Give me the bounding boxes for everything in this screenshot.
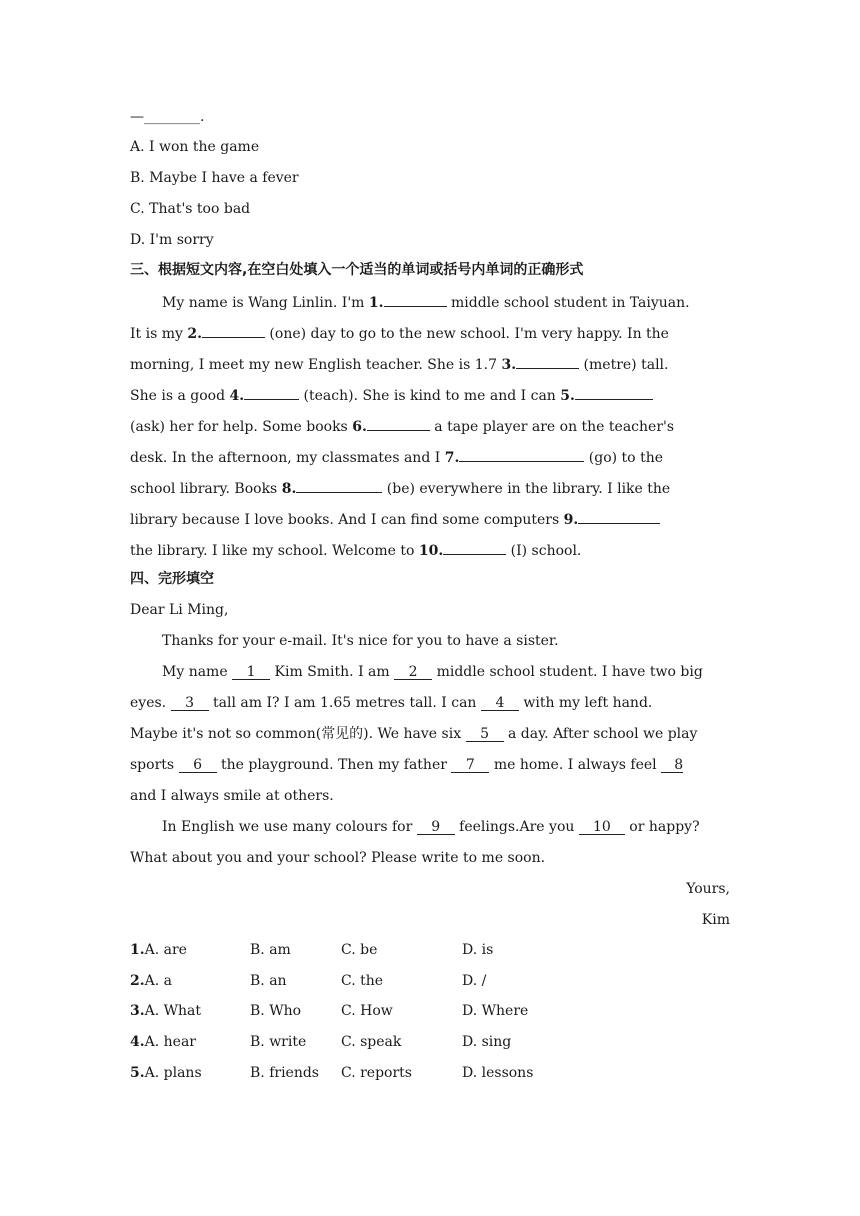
cloze-blank-7[interactable]: 7	[451, 758, 489, 773]
passage-line: It is my 2. (one) day to go to the new school. I'm very happy. In the	[130, 323, 669, 343]
option-c[interactable]: C. the	[341, 973, 384, 989]
option-c[interactable]: C. be	[341, 942, 378, 958]
option-row-3: 3.A. What	[130, 1003, 202, 1019]
fill-blank-3[interactable]	[516, 354, 579, 369]
option-d[interactable]: D. is	[462, 942, 494, 958]
letter-line: Maybe it's not so common(常见的). We have six 5 a day. After school we play	[130, 726, 698, 742]
section3-heading: 三、根据短文内容,在空白处填入一个适当的单词或括号内单词的正确形式	[130, 262, 584, 278]
option-d[interactable]: D. /	[462, 973, 487, 989]
previous-option-d: D. I'm sorry	[130, 232, 214, 248]
option-b[interactable]: B. am	[250, 942, 291, 958]
fill-blank-4[interactable]	[244, 385, 299, 400]
cloze-blank-4[interactable]: 4	[481, 696, 519, 711]
option-row-2: 2.A. a	[130, 973, 172, 989]
option-b[interactable]: B. friends	[250, 1065, 319, 1081]
section4-heading: 四、完形填空	[130, 571, 214, 587]
previous-option-a: A. I won the game	[130, 139, 260, 155]
letter-line: eyes. 3 tall am I? I am 1.65 metres tall. I can 4 with my left hand.	[130, 695, 653, 711]
cloze-blank-8[interactable]: 8	[661, 758, 683, 773]
letter-line: sports 6 the playground. Then my father 7 me home. I always feel 8	[130, 757, 684, 773]
option-d[interactable]: D. Where	[462, 1003, 529, 1019]
cloze-blank-10[interactable]: 10	[579, 820, 625, 835]
passage-line: the library. I like my school. Welcome to 10. (I) school.	[130, 540, 581, 560]
fill-blank-6[interactable]	[367, 416, 430, 431]
cloze-blank-1[interactable]: 1	[232, 665, 270, 680]
option-row-1: 1.A. are	[130, 942, 187, 958]
option-row-5: 5.A. plans	[130, 1065, 202, 1081]
previous-option-c: C. That's too bad	[130, 201, 251, 217]
fill-blank-8[interactable]	[296, 478, 382, 493]
letter-greeting: Dear Li Ming,	[130, 602, 229, 618]
option-c[interactable]: C. reports	[341, 1065, 412, 1081]
cloze-blank-9[interactable]: 9	[417, 820, 455, 835]
previous-answer-line: —________.	[130, 109, 205, 125]
option-c[interactable]: C. speak	[341, 1034, 402, 1050]
passage-line: library because I love books. And I can find some computers 9.	[130, 509, 660, 529]
letter-line: My name 1 Kim Smith. I am 2 middle school student. I have two big	[162, 664, 703, 680]
passage-line: morning, I meet my new English teacher. She is 1.7 3. (metre) tall.	[130, 354, 668, 374]
fill-blank-7[interactable]	[459, 447, 584, 462]
fill-blank-2[interactable]	[202, 323, 265, 338]
previous-option-b: B. Maybe I have a fever	[130, 170, 299, 186]
option-d[interactable]: D. lessons	[462, 1065, 534, 1081]
cloze-blank-2[interactable]: 2	[394, 665, 432, 680]
letter-paragraph: Thanks for your e-mail. It's nice for you to have a sister.	[162, 633, 559, 649]
letter-signature: Kim	[701, 912, 730, 928]
letter-closing: Yours,	[686, 881, 730, 897]
option-c[interactable]: C. How	[341, 1003, 393, 1019]
passage-line: desk. In the afternoon, my classmates and I 7. (go) to the	[130, 447, 663, 467]
option-b[interactable]: B. an	[250, 973, 287, 989]
letter-line: In English we use many colours for 9 feelings.Are you 10 or happy?	[162, 819, 700, 835]
fill-blank-9[interactable]	[578, 509, 660, 524]
option-row-4: 4.A. hear	[130, 1034, 196, 1050]
fill-blank-5[interactable]	[575, 385, 653, 400]
cloze-blank-6[interactable]: 6	[179, 758, 217, 773]
passage-line: (ask) her for help. Some books 6. a tape player are on the teacher's	[130, 416, 674, 436]
cloze-blank-3[interactable]: 3	[171, 696, 209, 711]
option-b[interactable]: B. Who	[250, 1003, 302, 1019]
passage-line: My name is Wang Linlin. I'm 1. middle school student in Taiyuan.	[162, 292, 690, 312]
fill-blank-10[interactable]	[443, 540, 506, 555]
passage-line: She is a good 4. (teach). She is kind to me and I can 5.	[130, 385, 653, 405]
option-d[interactable]: D. sing	[462, 1034, 512, 1050]
cloze-blank-5[interactable]: 5	[466, 727, 504, 742]
letter-line: and I always smile at others.	[130, 788, 334, 804]
passage-line: school library. Books 8. (be) everywhere in the library. I like the	[130, 478, 670, 498]
letter-line: What about you and your school? Please write to me soon.	[130, 850, 546, 866]
fill-blank-1[interactable]	[384, 292, 447, 307]
option-b[interactable]: B. write	[250, 1034, 307, 1050]
